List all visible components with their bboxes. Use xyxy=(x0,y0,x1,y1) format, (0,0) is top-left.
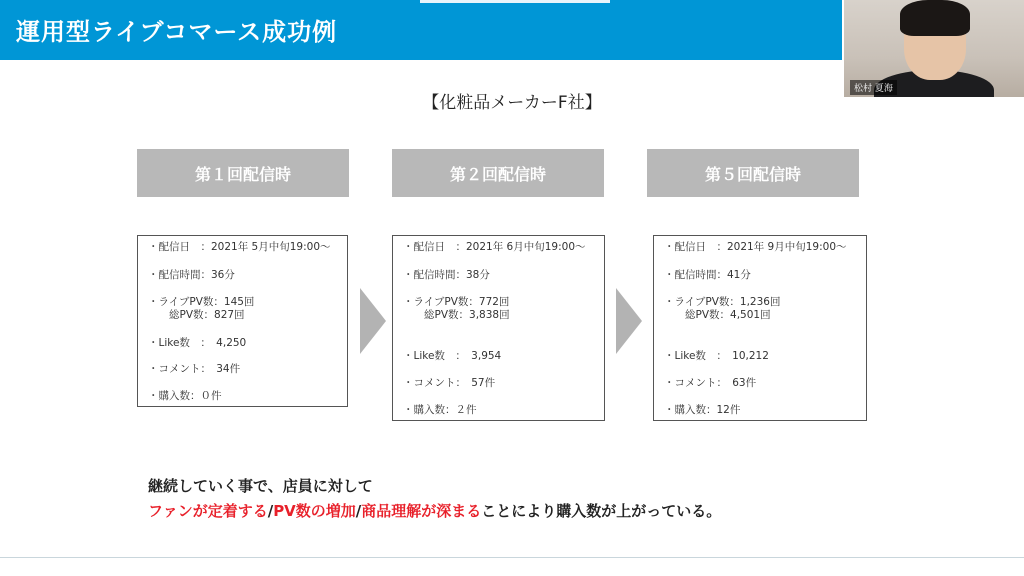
stat-comments: ・コメント： 63件 xyxy=(664,377,757,389)
column-header-2: 第２回配信時 xyxy=(392,149,604,197)
stat-purchases: ・購入数：12件 xyxy=(664,404,741,416)
slide-title: 運用型ライブコマース成功例 xyxy=(16,18,338,46)
stat-duration: ・配信時間：38分 xyxy=(403,269,490,281)
highlight-product: 商品理解が深まる xyxy=(361,502,482,520)
stat-comments: ・コメント： 57件 xyxy=(403,377,496,389)
conclusion-line-2 xyxy=(148,500,721,521)
column-header-1: 第１回配信時 xyxy=(137,149,349,197)
company-subtitle: 【化粧品メーカーF社】 xyxy=(422,93,602,113)
stat-duration: ・配信時間：36分 xyxy=(148,269,235,281)
separator: / xyxy=(355,502,362,520)
arrow-right-icon xyxy=(616,288,642,354)
stat-duration: ・配信時間：41分 xyxy=(664,269,751,281)
arrow-right-icon xyxy=(360,288,386,354)
stat-total-pv: 総PV数：827回 xyxy=(148,309,245,321)
stat-date: ・配信日 ：2021年 6月中旬19:00〜 xyxy=(403,241,586,253)
top-strip xyxy=(420,0,610,3)
stats-box-2 xyxy=(392,235,605,421)
person-hair xyxy=(900,0,970,36)
slide-header-bar xyxy=(0,0,842,60)
highlight-fan: ファンが定着する xyxy=(148,502,268,520)
separator: / xyxy=(267,502,274,520)
stat-live-pv: ・ライブPV数：1,236回 xyxy=(664,296,781,308)
stat-total-pv: 総PV数：3,838回 xyxy=(403,309,510,321)
highlight-pv: PV数の増加 xyxy=(273,502,356,520)
stat-likes: ・Like数 ： 4,250 xyxy=(148,337,247,349)
stat-likes: ・Like数 ： 3,954 xyxy=(403,350,502,362)
conclusion-line-1: 継続していく事で、店員に対して xyxy=(148,477,373,495)
stats-box-1 xyxy=(137,235,348,407)
stat-live-pv: ・ライブPV数：772回 xyxy=(403,296,510,308)
footer-divider xyxy=(0,557,1024,558)
stat-likes: ・Like数 ： 10,212 xyxy=(664,350,769,362)
stat-purchases: ・購入数：２件 xyxy=(403,404,477,416)
stat-date: ・配信日 ：2021年 9月中旬19:00〜 xyxy=(664,241,847,253)
participant-name-label: 松村 夏海 xyxy=(850,80,897,95)
stat-purchases: ・購入数：０件 xyxy=(148,390,222,402)
stats-box-5 xyxy=(653,235,867,421)
stat-live-pv: ・ライブPV数：145回 xyxy=(148,296,255,308)
stat-date: ・配信日 ：2021年 5月中旬19:00〜 xyxy=(148,241,331,253)
stat-comments: ・コメント： 34件 xyxy=(148,363,241,375)
participant-video-tile[interactable] xyxy=(844,0,1024,97)
column-header-5: 第５回配信時 xyxy=(647,149,859,197)
conclusion-tail: ことにより購入数が上がっている。 xyxy=(481,502,722,520)
stat-total-pv: 総PV数：4,501回 xyxy=(664,309,771,321)
